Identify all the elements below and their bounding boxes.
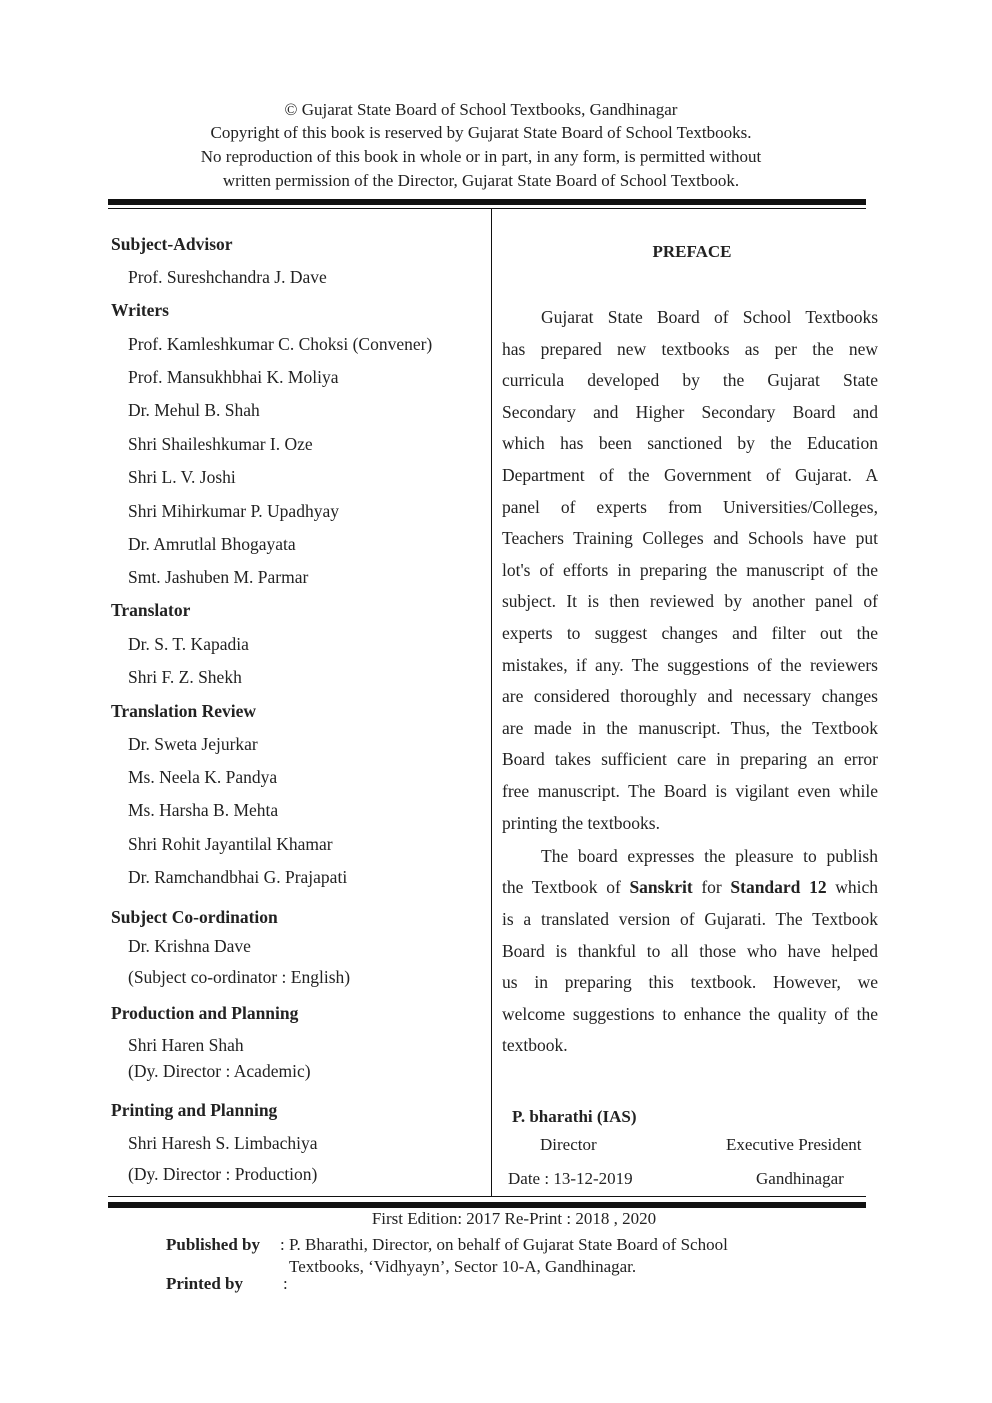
preface-line: lot's of efforts in preparing the manuscript of the (502, 559, 878, 580)
preface-place: Gandhinagar (756, 1169, 844, 1188)
preface-line: are considered thoroughly and necessary changes (502, 686, 878, 707)
signatory-name: P. bharathi (IAS) (512, 1107, 637, 1126)
credit-name: Dr. Krishna Dave (128, 936, 251, 956)
signatory-role-director: Director (540, 1135, 597, 1154)
preface-line: Secondary and Higher Secondary Board and (502, 401, 878, 422)
printed-by-label: Printed by (166, 1274, 243, 1293)
credit-name: Shri Rohit Jayantilal Khamar (128, 834, 333, 854)
preface-line: subject. It is then reviewed by another panel of (502, 591, 878, 612)
edition-info: First Edition: 2017 Re-Print : 2018 , 2020 (371, 1209, 657, 1228)
credit-name: (Dy. Director : Production) (128, 1164, 318, 1184)
credit-name: Ms. Neela K. Pandya (128, 767, 278, 787)
credit-section-heading: Subject-Advisor (111, 234, 233, 254)
bottom-thin-rule (108, 1196, 866, 1197)
preface-line: Teachers Training Colleges and Schools have put (502, 528, 878, 549)
preface-line: Board takes sufficient care in preparing an error (502, 749, 878, 770)
credit-name: Prof. Kamleshkumar C. Choksi (Convener) (128, 334, 433, 354)
preface-line: experts to suggest changes and filter out the (502, 623, 878, 643)
credit-name: (Dy. Director : Academic) (128, 1061, 311, 1081)
column-divider (491, 209, 492, 1197)
published-by-text: Textbooks, ‘Vidhyayn’, Sector 10-A, Gandhinagar. (289, 1257, 637, 1276)
subject-name: Sanskrit (629, 877, 693, 897)
credit-name: Shri Shaileshkumar I. Oze (128, 434, 313, 454)
copyright-line: © Gujarat State Board of School Textbooks, Gandhinagar (284, 100, 678, 119)
credit-name: Dr. S. T. Kapadia (128, 634, 249, 654)
credit-name: Shri Haresh S. Limbachiya (128, 1133, 318, 1153)
copyright-line: written permission of the Director, Gujarat State Board of School Textbook. (222, 171, 740, 190)
credit-name: Smt. Jashuben M. Parmar (128, 567, 309, 587)
preface-line: us in preparing this textbook. However, we (502, 972, 878, 993)
preface-line: is a translated version of Gujarati. The Textbook (502, 909, 878, 929)
preface-line: has prepared new textbooks as per the new (502, 338, 878, 359)
credit-name: Shri F. Z. Shekh (128, 667, 242, 687)
preface-line: panel of experts from Universities/Colleges, (502, 496, 878, 517)
signatory-role-president: Executive President (726, 1135, 862, 1154)
credit-name: Shri L. V. Joshi (128, 467, 236, 487)
preface-line: are made in the manuscript. Thus, the Textbook (502, 717, 878, 738)
credit-section-heading: Production and Planning (111, 1003, 299, 1023)
preface-line: mistakes, if any. The suggestions of the reviewers (502, 654, 878, 675)
credit-name: Dr. Mehul B. Shah (128, 400, 260, 420)
preface-line: Gujarat State Board of School Textbooks (541, 307, 878, 327)
credit-name: Dr. Sweta Jejurkar (128, 734, 258, 754)
credit-name: Ms. Harsha B. Mehta (128, 800, 279, 820)
copyright-line: No reproduction of this book in whole or in part, in any form, is permitted without (200, 147, 762, 166)
copyright-line: Copyright of this book is reserved by Gujarat State Board of School Textbooks. (210, 123, 752, 142)
credit-name: Shri Haren Shah (128, 1035, 244, 1055)
standard-name: Standard 12 (730, 877, 827, 897)
preface-line: printing the textbooks. (502, 812, 660, 833)
preface-line: welcome suggestions to enhance the quality of the (502, 1003, 878, 1024)
credit-name: Prof. Sureshchandra J. Dave (128, 267, 327, 287)
credit-name: (Subject co-ordinator : English) (128, 967, 351, 987)
credit-section-heading: Translation Review (111, 701, 257, 721)
credit-section-heading: Writers (111, 300, 169, 320)
top-thin-rule (108, 208, 866, 209)
credit-name: Shri Mihirkumar P. Upadhyay (128, 501, 339, 521)
credit-section-heading: Printing and Planning (111, 1100, 278, 1120)
preface-line: The board expresses the pleasure to publish (541, 846, 878, 866)
credit-name: Dr. Ramchandbhai G. Prajapati (128, 867, 348, 887)
preface-line: curricula developed by the Gujarat State (502, 370, 878, 391)
credit-name: Dr. Amrutlal Bhogayata (128, 534, 296, 554)
preface-line: free manuscript. The Board is vigilant even while (502, 781, 878, 801)
printed-by-text: : (283, 1274, 288, 1293)
preface-title: PREFACE (652, 242, 732, 261)
preface-line: Department of the Government of Gujarat. A (502, 465, 878, 485)
preface-line: textbook. (502, 1035, 568, 1056)
published-by-label: Published by (166, 1235, 261, 1254)
top-thick-rule (108, 199, 866, 205)
preface-line: which has been sanctioned by the Education (502, 433, 878, 454)
preface-line: Board is thankful to all those who have helped (502, 940, 878, 961)
preface-line: the Textbook of Sanskrit for Standard 12 which (502, 877, 878, 897)
credit-section-heading: Translator (111, 600, 191, 620)
credit-name: Prof. Mansukhbhai K. Moliya (128, 367, 339, 387)
published-by-text: : P. Bharathi, Director, on behalf of Gujarat State Board of School (280, 1235, 728, 1254)
credit-section-heading: Subject Co-ordination (111, 907, 278, 927)
preface-date: Date : 13-12-2019 (508, 1169, 633, 1188)
